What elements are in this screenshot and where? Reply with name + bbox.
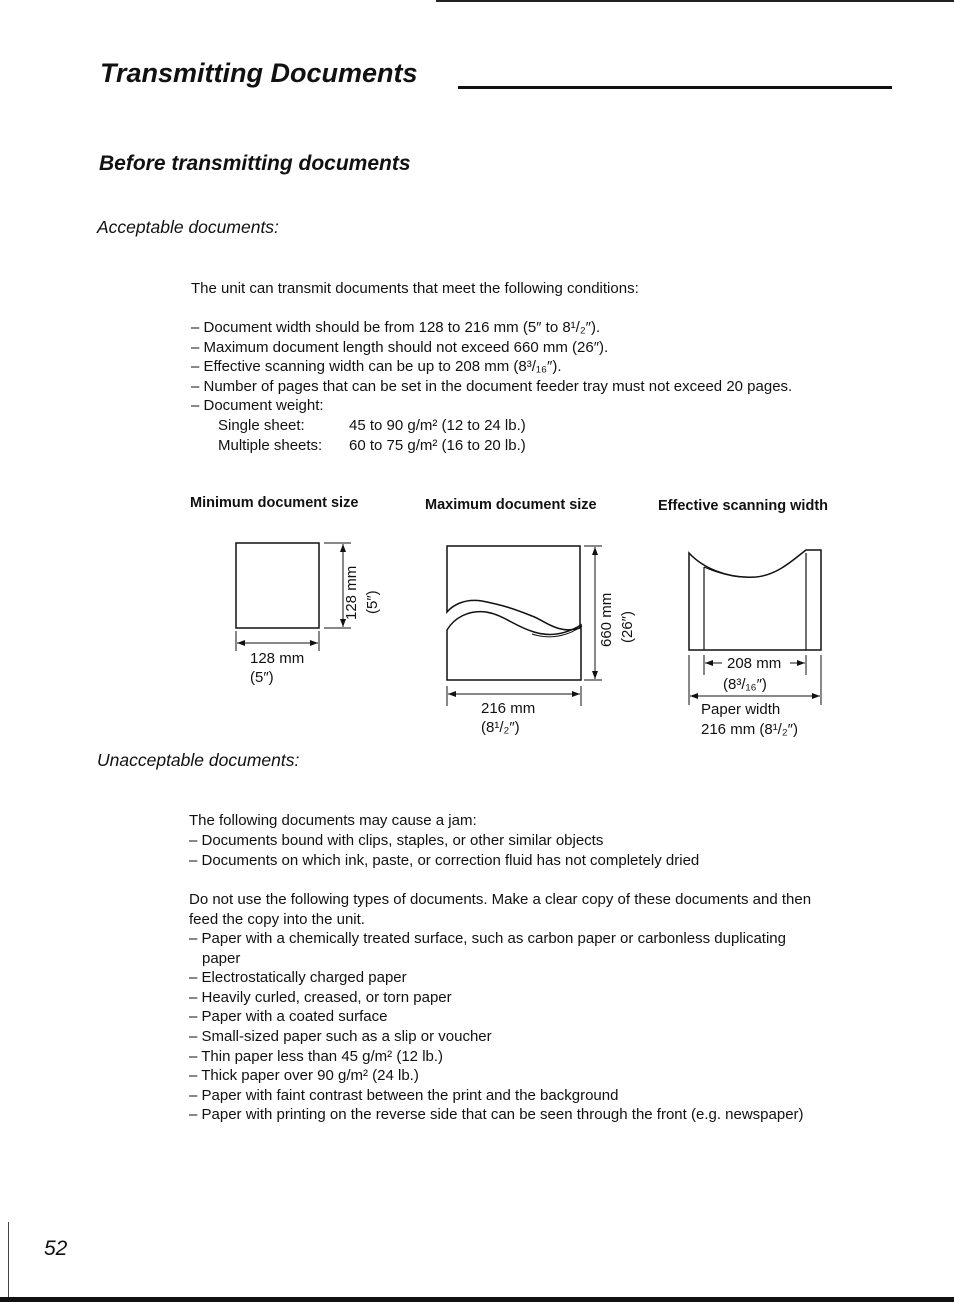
list-item: – Maximum document length should not exceed 660 mm (26″). bbox=[191, 338, 609, 356]
arrow-up-icon bbox=[340, 544, 346, 552]
page-title: Transmitting Documents bbox=[100, 58, 418, 88]
arrow-left-icon bbox=[690, 693, 698, 699]
list-item: – Thin paper less than 45 g/m² (12 lb.) bbox=[189, 1047, 444, 1065]
list-item: – Document width should be from 128 to 216 mm (5″ to 8¹/₂″). bbox=[191, 319, 601, 336]
page-number: 52 bbox=[44, 1237, 68, 1260]
weight-value: 60 to 75 g/m² (16 to 20 lb.) bbox=[349, 436, 526, 454]
paper-outline bbox=[689, 550, 821, 650]
list-item: – Documents bound with clips, staples, or other similar objects bbox=[189, 832, 604, 849]
list-item: – Paper with faint contrast between the print and the background bbox=[189, 1086, 619, 1104]
weight-row bbox=[218, 436, 526, 456]
left-margin-rule bbox=[8, 1222, 9, 1297]
list-item: – Paper with a chemically treated surface, such as carbon paper or carbonless duplicating bbox=[189, 930, 786, 947]
list-item: – Effective scanning width can be up to 208 mm (8³/₁₆″). bbox=[191, 358, 562, 376]
do-not-use-list bbox=[189, 929, 804, 1125]
list-item-continuation: paper bbox=[202, 949, 241, 967]
acceptable-intro: The unit can transmit documents that meet the following conditions: bbox=[191, 280, 639, 297]
list-item: – Heavily curled, creased, or torn paper bbox=[189, 988, 452, 1006]
arrow-right-icon bbox=[572, 691, 580, 697]
section-title: Before transmitting documents bbox=[99, 152, 411, 175]
list-item: – Thick paper over 90 g/m² (24 lb.) bbox=[189, 1067, 419, 1085]
list-item: – Small-sized paper such as a slip or voucher bbox=[189, 1027, 492, 1045]
arrow-left-icon bbox=[237, 640, 245, 646]
scan-width-mm: 208 mm bbox=[727, 655, 782, 672]
max-height-in: (26″) bbox=[619, 611, 636, 643]
list-item: – Number of pages that can be set in the document feeder tray must not exceed 20 pages. bbox=[191, 377, 793, 395]
list-item: – Document weight: bbox=[191, 397, 324, 415]
min-width-mm: 128 mm bbox=[250, 650, 305, 667]
list-item: – Paper with printing on the reverse side that can be seen through the front (e.g. newspaper) bbox=[189, 1106, 804, 1124]
list-item: – Paper with a coated surface bbox=[189, 1008, 388, 1026]
weight-value: 45 to 90 g/m² (12 to 24 lb.) bbox=[349, 417, 526, 434]
arrow-right-icon bbox=[310, 640, 318, 646]
min-height-in: (5″) bbox=[364, 590, 381, 614]
max-width-mm: 216 mm bbox=[481, 700, 536, 717]
weight-label: Multiple sheets: bbox=[218, 436, 323, 454]
max-height-mm: 660 mm bbox=[598, 592, 615, 647]
do-not-use-intro-line: Do not use the following types of documents. Make a clear copy of these documents and then bbox=[189, 891, 812, 908]
document-top-part bbox=[447, 546, 580, 630]
arrow-right-icon bbox=[812, 693, 820, 699]
weight-row bbox=[218, 416, 526, 436]
weight-table bbox=[218, 416, 526, 455]
arrow-left-icon bbox=[448, 691, 456, 697]
list-item: – Documents on which ink, paste, or correction fluid has not completely dried bbox=[189, 851, 700, 869]
unacceptable-heading: Unacceptable documents: bbox=[97, 750, 300, 770]
bottom-rule bbox=[0, 1297, 954, 1302]
max-size-diagram bbox=[440, 540, 610, 710]
min-size-heading: Minimum document size bbox=[190, 495, 359, 511]
scan-width-heading: Effective scanning width bbox=[658, 498, 828, 514]
min-height-mm: 128 mm bbox=[343, 565, 360, 620]
arrow-left-icon bbox=[705, 660, 713, 666]
arrow-down-icon bbox=[592, 671, 598, 679]
document-bottom-part bbox=[447, 612, 581, 680]
arrow-down-icon bbox=[340, 619, 346, 627]
acceptable-heading: Acceptable documents: bbox=[97, 217, 279, 237]
max-size-heading: Maximum document size bbox=[425, 497, 597, 513]
do-not-use-intro-line: feed the copy into the unit. bbox=[189, 910, 365, 928]
list-item: – Electrostatically charged paper bbox=[189, 969, 407, 987]
do-not-use-intro bbox=[189, 890, 811, 929]
jam-list bbox=[189, 831, 699, 870]
paper-width-value: 216 mm (8¹/₂″) bbox=[701, 721, 798, 738]
min-width-in: (5″) bbox=[250, 669, 274, 686]
max-width-in: (8¹/₂″) bbox=[481, 719, 520, 736]
min-document-outline bbox=[236, 543, 319, 628]
jam-intro: The following documents may cause a jam: bbox=[189, 812, 477, 829]
acceptable-conditions bbox=[191, 318, 792, 416]
arrow-up-icon bbox=[592, 547, 598, 555]
paper-width-label: Paper width bbox=[701, 701, 781, 718]
top-rule bbox=[436, 0, 954, 2]
weight-label: Single sheet: bbox=[218, 417, 305, 434]
title-rule bbox=[458, 86, 892, 89]
scan-width-in: (8³/₁₆″) bbox=[723, 676, 767, 693]
arrow-right-icon bbox=[797, 660, 805, 666]
